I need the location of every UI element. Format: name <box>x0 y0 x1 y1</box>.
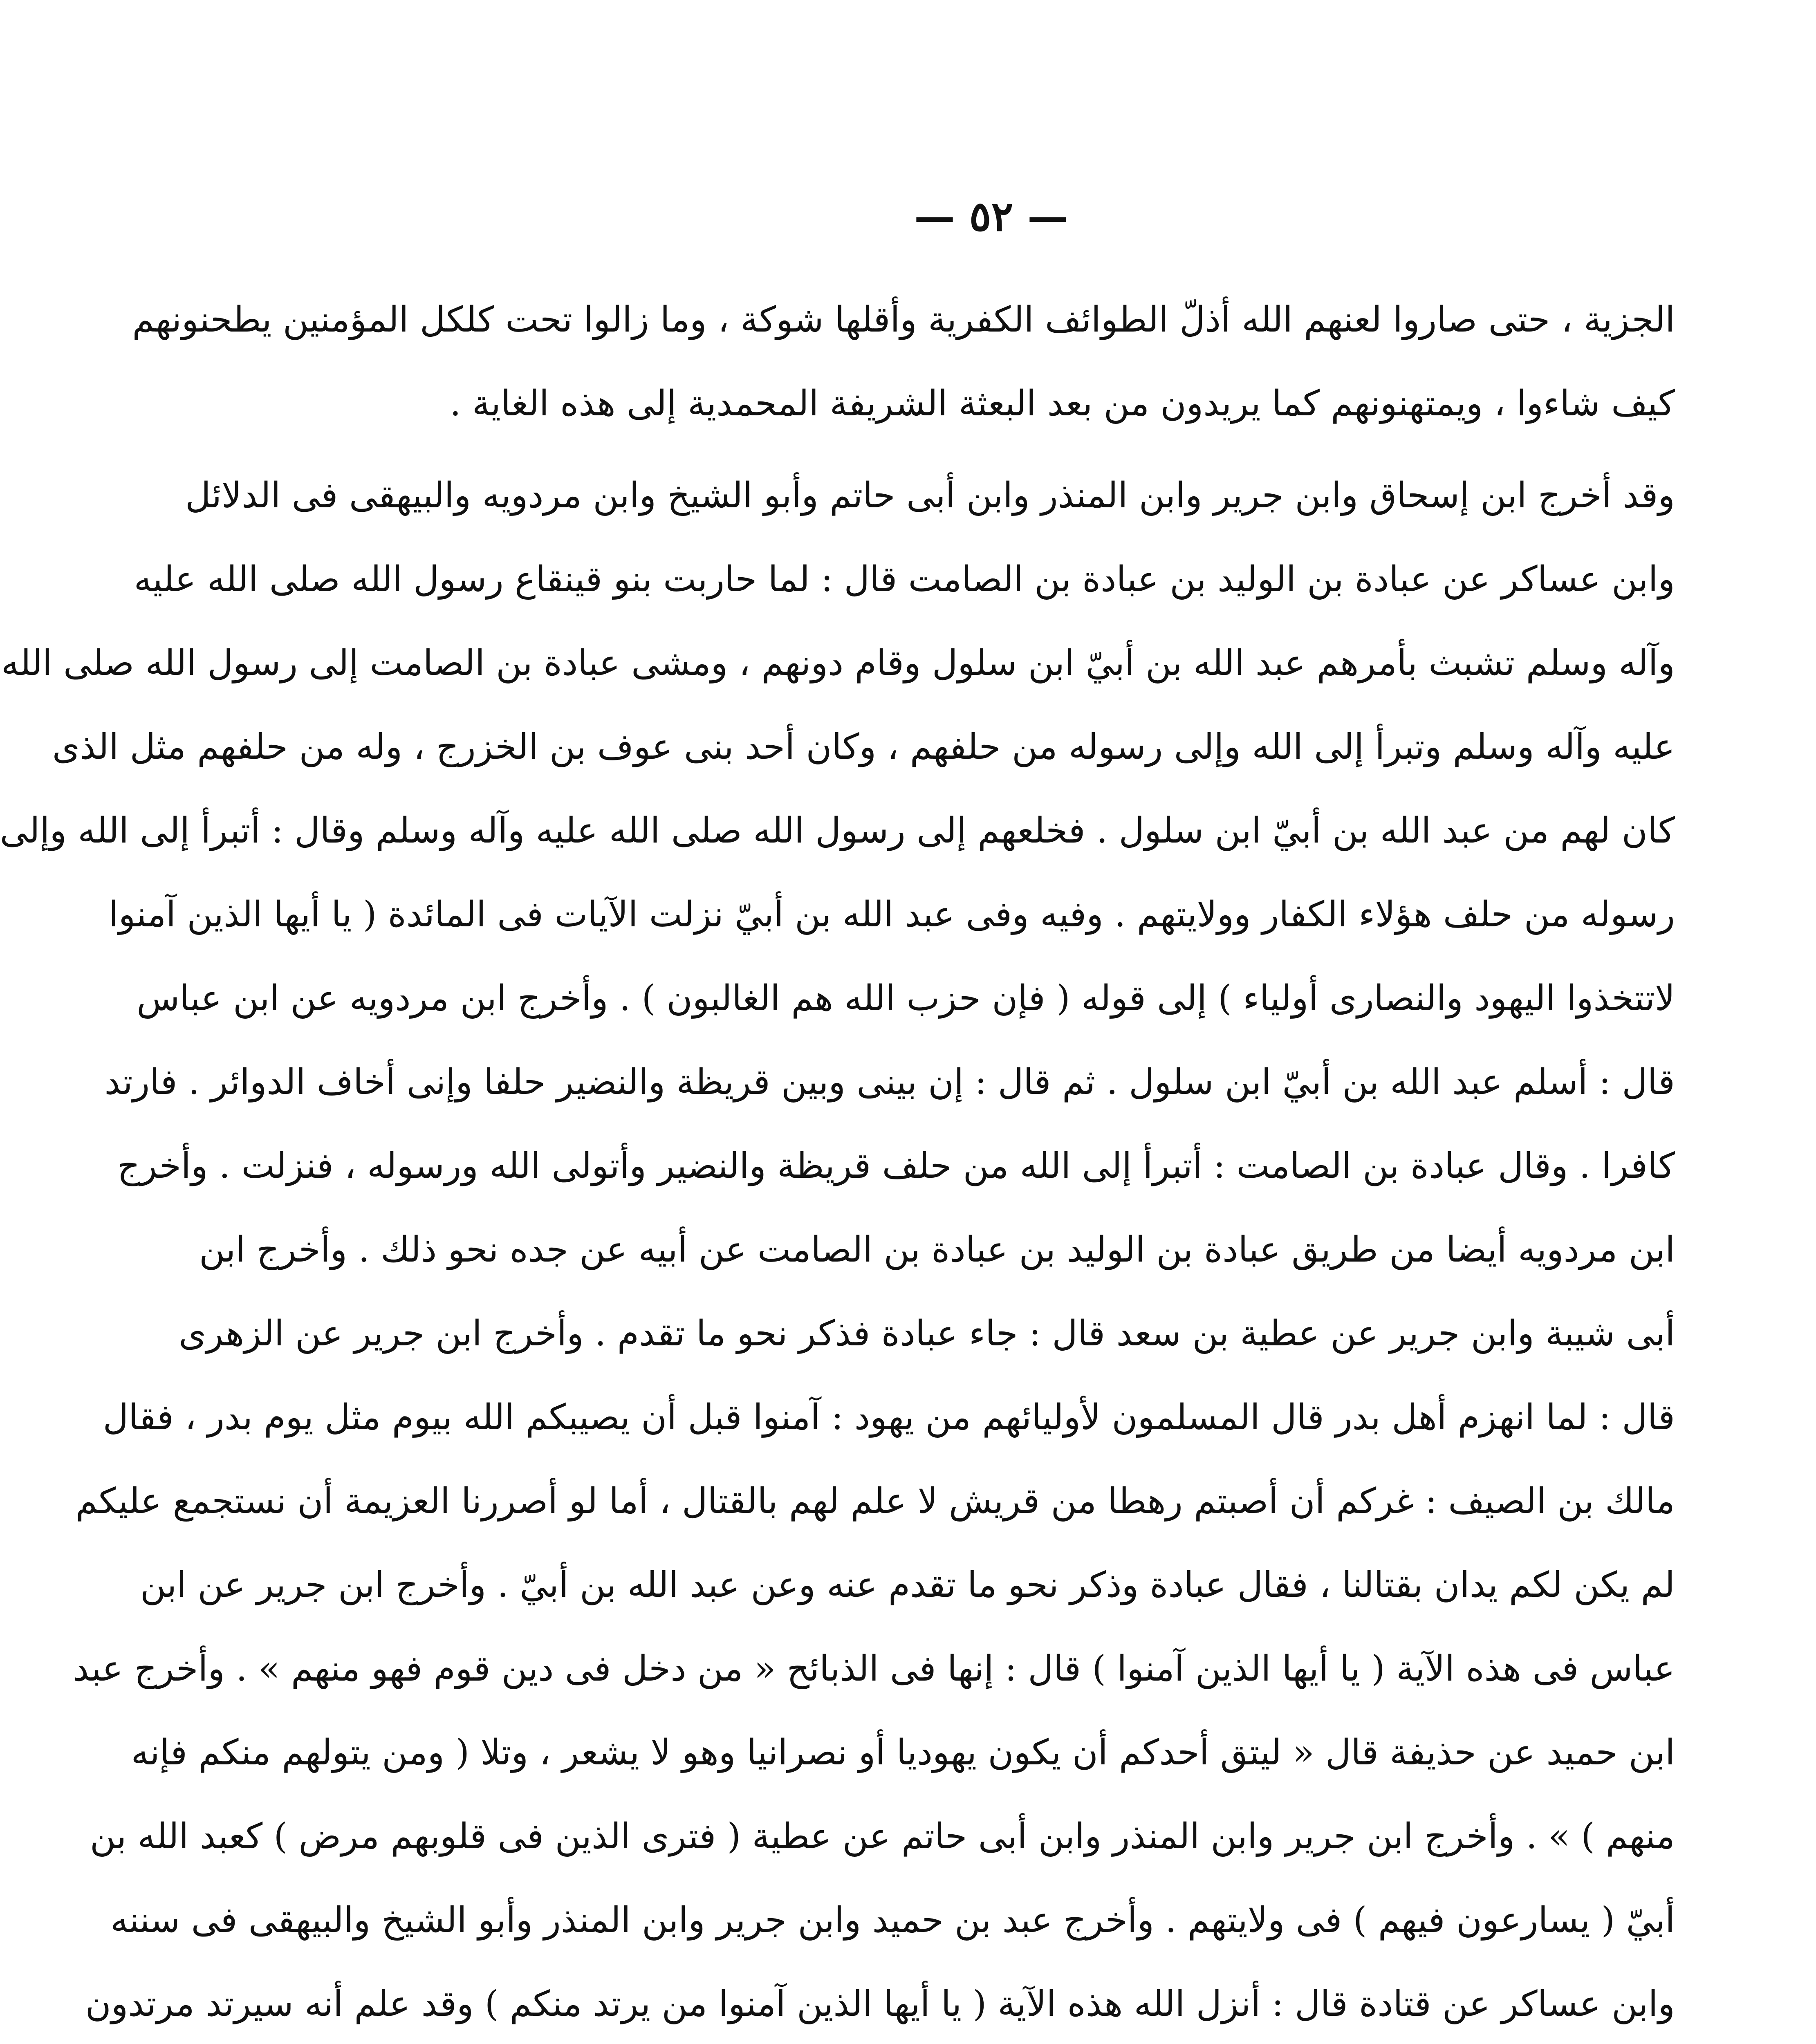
text-line: مالك بن الصيف : غركم أن أصبتم رهطا من قريش لا علم لهم بالقتال ، أما لو أصررنا العزيمة أن نستجمع عليكم <box>75 1481 1675 1522</box>
text-line: قال : لما انهزم أهل بدر قال المسلمون لأوليائهم من يهود : آمنوا قبل أن يصيبكم الله بيوم مثل يوم بدر ، فقال <box>103 1397 1675 1438</box>
text-line: وابن عساكر عن عبادة بن الوليد بن عبادة بن الصامت قال : لما حاربت بنو قينقاع رسول الله صلى الله عليه <box>134 559 1675 600</box>
page-number: — ٥٢ — <box>914 192 1069 240</box>
text-line: منهم ) » . وأخرج ابن جرير وابن المنذر وابن أبى حاتم عن عطية ( فترى الذين فى قلوبهم مرض ) كعبد الله بن <box>90 1816 1675 1857</box>
text-line: وقد أخرج ابن إسحاق وابن جرير وابن المنذر وابن أبى حاتم وأبو الشيخ وابن مردويه والبيهقى فى الدلائل <box>185 475 1675 516</box>
text-line: وابن عساكر عن قتادة قال : أنزل الله هذه الآية ( يا أيها الذين آمنوا من يرتد منكم ) وقد علم أنه سيرتد مرتدون <box>85 1983 1675 2024</box>
text-line: الجزية ، حتى صاروا لعنهم الله أذلّ الطوائف الكفرية وأقلها شوكة ، وما زالوا تحت كلكل المؤمنين يطحنونهم <box>132 299 1675 340</box>
text-line: ابن مردويه أيضا من طريق عبادة بن الوليد بن عبادة بن الصامت عن أبيه عن جده نحو ذلك . وأخرج ابن <box>199 1229 1675 1270</box>
text-line: قال : أسلم عبد الله بن أبيّ ابن سلول . ثم قال : إن بينى وبين قريظة والنضير حلفا وإنى أخاف الدوائر . فارتد <box>104 1062 1675 1103</box>
text-line: رسوله من حلف هؤلاء الكفار وولايتهم . وفيه وفى عبد الله بن أبيّ نزلت الآيات فى المائدة ( يا أيها الذين آمنوا <box>108 894 1675 935</box>
text-line: كيف شاءوا ، ويمتهنونهم كما يريدون من بعد البعثة الشريفة المحمدية إلى هذه الغاية . <box>450 383 1675 424</box>
text-line: وآله وسلم تشبث بأمرهم عبد الله بن أبيّ ابن سلول وقام دونهم ، ومشى عبادة بن الصامت إلى رسول الله صلى الله <box>1 643 1675 684</box>
text-line: عليه وآله وسلم وتبرأ إلى الله وإلى رسوله من حلفهم ، وكان أحد بنى عوف بن الخزرج ، وله من حلفهم مثل الذى <box>52 726 1675 767</box>
text-line: كافرا . وقال عبادة بن الصامت : أتبرأ إلى الله من حلف قريظة والنضير وأتولى الله ورسوله ، فنزلت . وأخرج <box>117 1145 1675 1186</box>
text-line: لم يكن لكم يدان بقتالنا ، فقال عبادة وذكر نحو ما تقدم عنه وعن عبد الله بن أبيّ . وأخرج ابن جرير عن ابن <box>140 1564 1675 1605</box>
text-line: أبيّ ( يسارعون فيهم ) فى ولايتهم . وأخرج عبد بن حميد وابن جرير وابن المنذر وأبو الشيخ والبيهقى فى سننه <box>110 1900 1675 1941</box>
text-line: أبى شيبة وابن جرير عن عطية بن سعد قال : جاء عبادة فذكر نحو ما تقدم . وأخرج ابن جرير عن الزهرى <box>179 1313 1675 1354</box>
text-line: لاتتخذوا اليهود والنصارى أولياء ) إلى قوله ( فإن حزب الله هم الغالبون ) . وأخرج ابن مردويه عن ابن عباس <box>137 978 1675 1019</box>
main-text <box>0 278 1675 2044</box>
text-line: ابن حميد عن حذيفة قال « ليتق أحدكم أن يكون يهوديا أو نصرانيا وهو لا يشعر ، وتلا ( ومن يتولهم منكم فإنه <box>131 1732 1675 1773</box>
text-line: عباس فى هذه الآية ( يا أيها الذين آمنوا ) قال : إنها فى الذبائح « من دخل فى دين قوم فهو منهم » . وأخرج عبد <box>73 1648 1675 1689</box>
text-line: كان لهم من عبد الله بن أبيّ ابن سلول . فخلعهم إلى رسول الله صلى الله عليه وآله وسلم وقال : أتبرأ إلى الله وإلى <box>0 810 1675 851</box>
